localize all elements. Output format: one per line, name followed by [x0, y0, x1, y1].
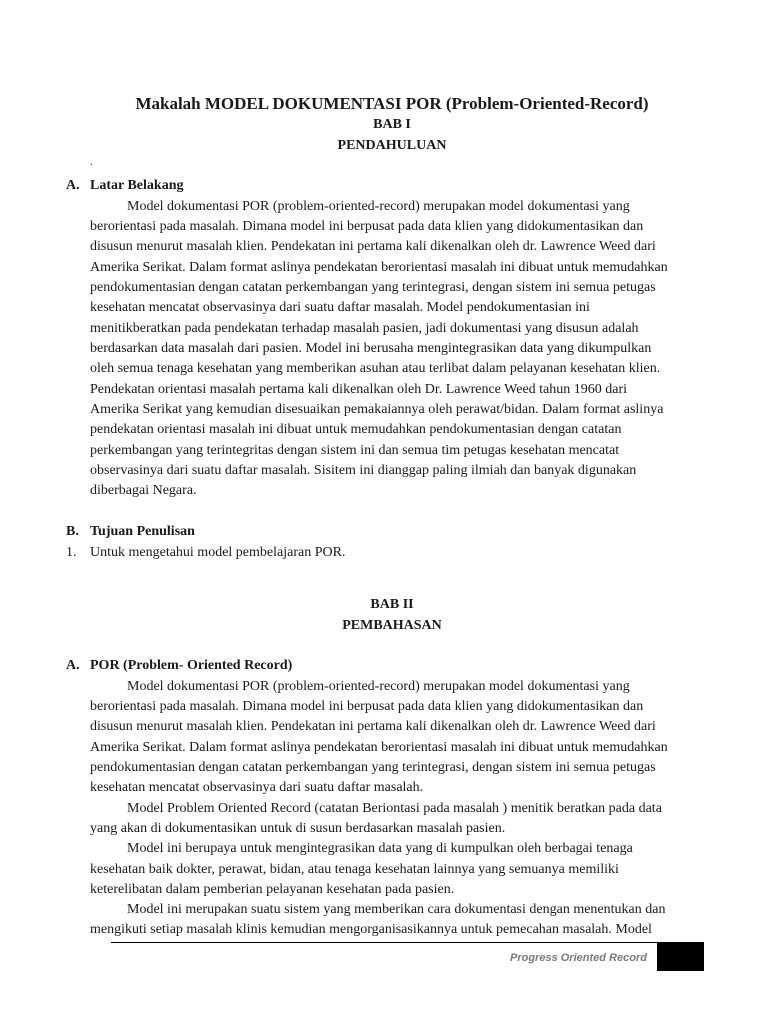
list-item-text: Untuk mengetahui model pembelajaran POR.: [90, 545, 346, 560]
paragraph-line: berorientasi pada masalah. Dimana model ini berpusat pada data klien yang didokumentasikan dan: [90, 699, 644, 714]
paragraph-line: Amerika Serikat. Dalam format aslinya pendekatan berorientasi masalah ini dibuat untuk memudahkan: [90, 740, 668, 755]
paragraph-line: berdasarkan data masalah dari pasien. Model ini berusaha mengintegrasikan data yang dikumpulkan: [90, 341, 652, 356]
paragraph-line: pendokumentasian dengan catatan perkembangan yang terintegrasi, dengan sistem ini semua petugas: [90, 280, 656, 295]
paragraph-line: Model dokumentasi POR (problem-oriented-record) merupakan model dokumentasi yang: [127, 199, 630, 214]
paragraph-line: kesehatan baik dokter, perawat, bidan, atau tenaga kesehatan lainnya yang semuanya memiliki: [90, 862, 619, 877]
paragraph-line: perkembangan yang terintegritas dengan sistem ini dan semua tim petugas kesehatan mencatat: [90, 443, 620, 458]
paragraph-line: disusun menurut masalah klien. Pendekatan ini pertama kali dikenalkan oleh dr. Lawrence Weed dari: [90, 719, 656, 734]
paragraph-line: observasinya dari suatu daftar masalah. Sisitem ini dianggap paling ilmiah dan banyak digunakan: [90, 463, 637, 478]
paragraph-line: berorientasi pada masalah. Dimana model ini berpusat pada data klien yang didokumentasikan dan: [90, 219, 644, 234]
section-b-title: Tujuan Penulisan: [90, 524, 195, 539]
paragraph-line: Amerika Serikat. Dalam format aslinya pendekatan berorientasi masalah ini dibuat untuk memudahkan: [90, 260, 668, 275]
paragraph-line: oleh semua tenaga kesehatan yang memberikan asuhan atau terlibat dalam pelayanan kesehatan klien.: [90, 361, 661, 376]
section-b-label: B.: [66, 524, 79, 539]
paragraph-line: Model Problem Oriented Record (catatan Beriontasi pada masalah ) menitik beratkan pada data: [127, 801, 662, 816]
bab1-label: BAB I: [373, 117, 411, 132]
list-item-number: 1.: [66, 545, 77, 560]
paragraph-line: Model ini merupakan suatu sistem yang memberikan cara dokumentasi dengan menentukan dan: [127, 902, 666, 917]
paragraph-line: keterelibatan dalam pemberian pelayanan kesehatan pada pasien.: [90, 882, 455, 897]
section-a-label: A.: [66, 178, 80, 193]
paragraph-line: kesehatan mencatat observasinya dari suatu daftar masalah.: [90, 780, 424, 795]
paragraph-line: menitikberatkan pada pendekatan terhadap masalah pasien, jadi dokumentasi yang disusun adalah: [90, 321, 639, 336]
document-title: Makalah MODEL DOKUMENTASI POR (Problem-Oriented-Record): [135, 94, 649, 113]
section-a-heading: [66, 178, 183, 194]
section-b-heading: [66, 524, 195, 540]
paragraph-line: Amerika Serikat yang kemudian disesuaikan pemakaiannya oleh perawat/bidan. Dalam format aslinya: [90, 402, 664, 417]
paragraph-line: pendokumentasian dengan catatan perkembangan yang terintegrasi, dengan sistem ini semua petugas: [90, 760, 656, 775]
footer-text: Progress Oriented Record: [510, 952, 647, 964]
section-a-title: Latar Belakang: [90, 178, 184, 193]
section-a2-title: POR (Problem- Oriented Record): [90, 658, 293, 673]
paragraph-line: mengikuti setiap masalah klinis kemudian mengorganisasikannya untuk pemecahan masalah. Model: [90, 922, 652, 937]
paragraph-line: Model ini berupaya untuk mengintegrasikan data yang di kumpulkan oleh berbagai tenaga: [127, 841, 633, 856]
paragraph-line: pendekatan orientasi masalah ini dibuat untuk memudahkan pendokumentasian dengan catatan: [90, 422, 622, 437]
bab1-name: PENDAHULUAN: [337, 138, 447, 153]
paragraph-line: Model dokumentasi POR (problem-oriented-record) merupakan model dokumentasi yang: [127, 679, 630, 694]
bab2-label: BAB II: [370, 597, 414, 612]
stray-mark: .: [90, 157, 93, 168]
footer-rule: [111, 942, 704, 943]
paragraph-line: Pendekatan orientasi masalah pertama kali dikenalkan oleh Dr. Lawrence Weed tahun 1960 dari: [90, 382, 628, 397]
bab2-name: PEMBAHASAN: [342, 618, 442, 633]
section-a2-label: A.: [66, 658, 80, 673]
section-a2-heading: [66, 658, 292, 674]
paragraph-line: disusun menurut masalah klien. Pendekatan ini pertama kali dikenalkan oleh dr. Lawrence Weed dari: [90, 239, 656, 254]
paragraph-line: kesehatan mencatat observasinya dari suatu daftar masalah. Model pendokumentasian ini: [90, 300, 590, 315]
footer-page-box: [657, 942, 704, 971]
paragraph-line: yang akan di dokumentasikan untuk di susun berdasarkan masalah pasien.: [90, 821, 506, 836]
paragraph-line: diberbagai Negara.: [90, 483, 197, 498]
list-item: [66, 545, 345, 561]
